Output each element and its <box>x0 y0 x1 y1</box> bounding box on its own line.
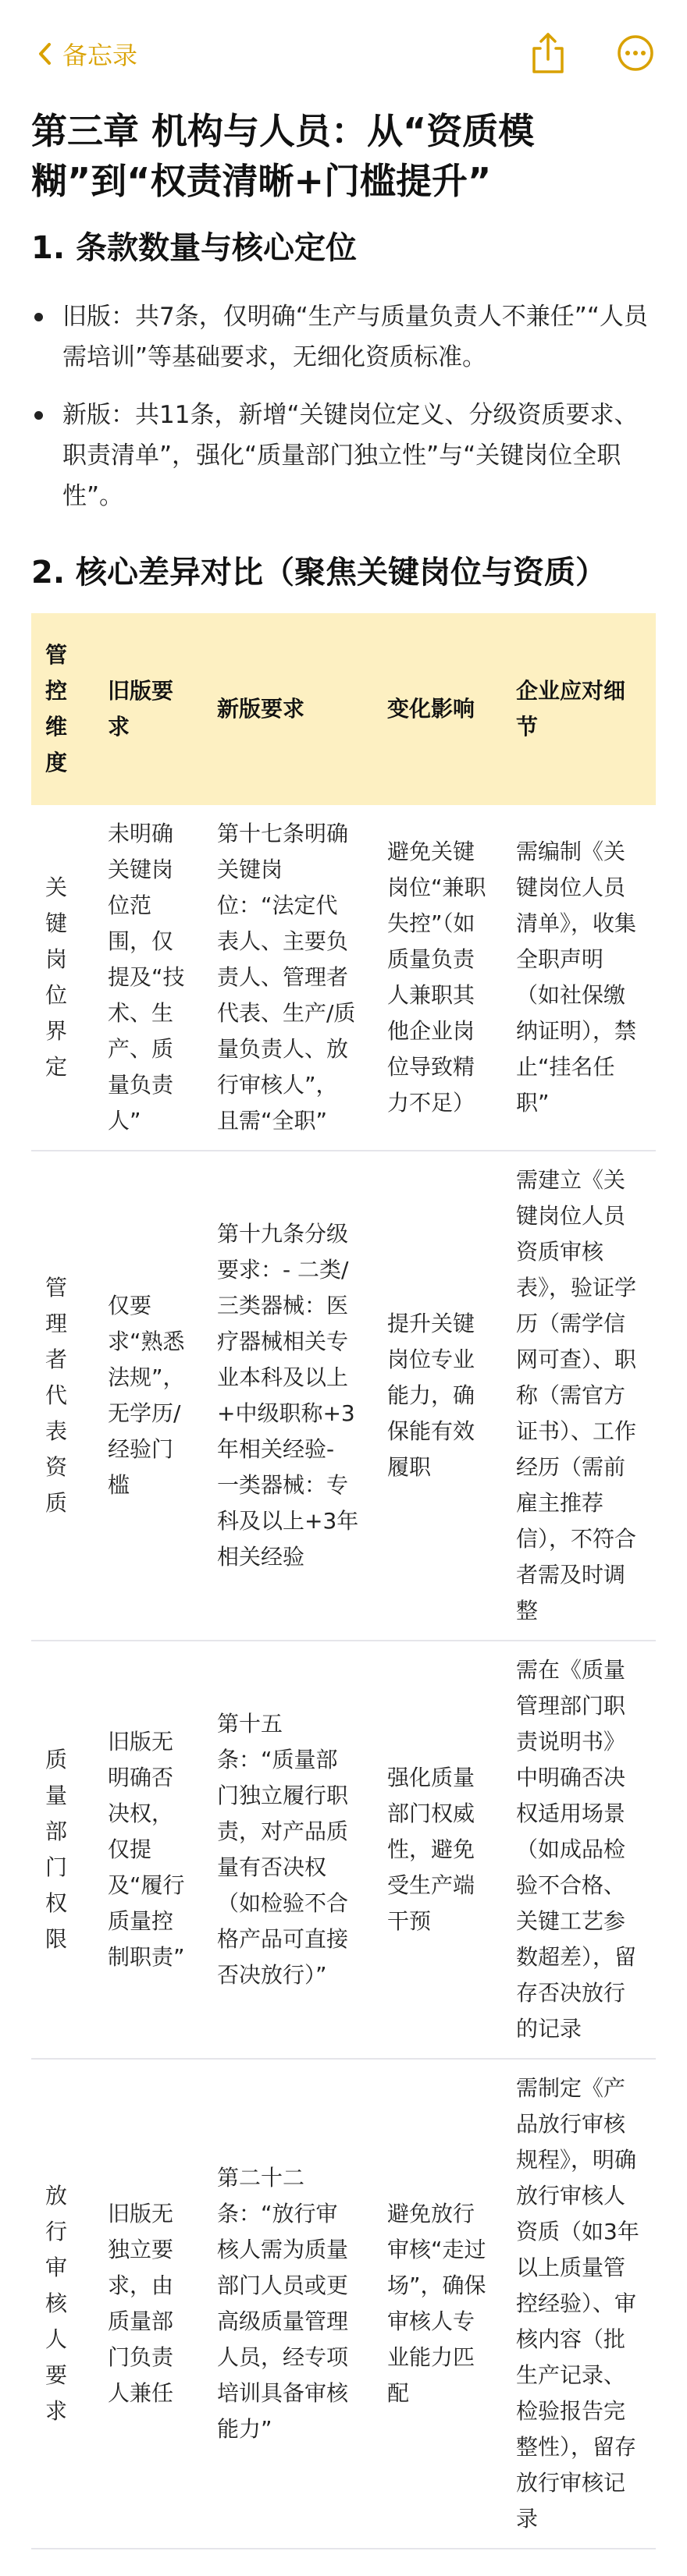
table-cell: 提升关键岗位专业能力，确保能有效履职 <box>373 1151 502 1641</box>
table-cell: 管理者代表资质 <box>31 1151 94 1641</box>
table-cell: 第二十二条：“放行审核人需为质量部门人员或更高级质量管理人员，经专项培训具备审核能力” <box>203 2059 373 2549</box>
table-cell: 避免放行审核“走过场”，确保审核人专业能力匹配 <box>373 2059 502 2549</box>
table-cell: 放行审核人要求 <box>31 2059 94 2549</box>
table-cell: 需在《质量管理部门职责说明书》中明确否决权适用场景（如成品检验不合格、关键工艺参数超差），留存否决放行的记录 <box>502 1641 656 2059</box>
share-button[interactable] <box>529 31 567 75</box>
more-button[interactable] <box>617 34 654 72</box>
table-cell: 旧版无独立要求，由质量部门负责人兼任 <box>94 2059 203 2549</box>
table-cell: 需建立《关键岗位人员资质审核表》，验证学历（需学信网可查）、职称（需官方证书）、工作经历（需前雇主推荐信），不符合者需及时调整 <box>502 1151 656 1641</box>
table-cell: 仅要求“熟悉法规”，无学历/经验门槛 <box>94 1151 203 1641</box>
header-cell: 变化影响 <box>373 613 502 805</box>
table-cell: 未明确关键岗位范围，仅提及“技术、生产、质量负责人” <box>94 805 203 1151</box>
bullet-item: 新版：共11条，新增“关键岗位定义、分级资质要求、职责清单”，强化“质量部门独立性”与“关键岗位全职性”。 <box>31 395 656 516</box>
chevron-left-icon <box>37 42 52 66</box>
header-cell: 管控维度 <box>31 613 94 805</box>
table-header-row <box>31 613 656 805</box>
back-button[interactable] <box>37 36 137 72</box>
table-row <box>31 1641 656 2059</box>
comparison-table <box>31 613 656 2549</box>
table-cell: 第十九条分级要求：- 二类/三类器械：医疗器械相关专业本科及以上+中级职称+3年相关经验- 一类器械：专科及以上+3年相关经验 <box>203 1151 373 1641</box>
share-icon <box>529 31 567 75</box>
table-cell: 关键岗位界定 <box>31 805 94 1151</box>
table-cell: 避免关键岗位“兼职失控”（如质量负责人兼职其他企业岗位导致精力不足） <box>373 805 502 1151</box>
nav-bar <box>0 0 687 109</box>
table-cell: 旧版无明确否决权，仅提及“履行质量控制职责” <box>94 1641 203 2059</box>
note-content[interactable] <box>31 101 656 2549</box>
table-cell: 第十五条：“质量部门独立履行职责，对产品质量有否决权（如检验不合格产品可直接否决放行）” <box>203 1641 373 2059</box>
table-row <box>31 1151 656 1641</box>
bullet-item: 旧版：共7条，仅明确“生产与质量负责人不兼任”“人员需培训”等基础要求，无细化资质标准。 <box>31 296 656 378</box>
table-cell: 需编制《关键岗位人员清单》，收集全职声明（如社保缴纳证明），禁止“挂名任职” <box>502 805 656 1151</box>
header-cell: 新版要求 <box>203 613 373 805</box>
more-icon <box>617 34 654 72</box>
table-cell: 第十七条明确关键岗位：“法定代表人、主要负责人、管理者代表、生产/质量负责人、放行审核人”，且需“全职” <box>203 805 373 1151</box>
section1-bullet-list <box>31 296 656 516</box>
table-row <box>31 2059 656 2549</box>
table-cell: 强化质量部门权威性，避免受生产端干预 <box>373 1641 502 2059</box>
section-heading-2: 2. 核心差异对比（聚焦关键岗位与资质） <box>31 555 607 591</box>
section-heading-1: 1. 条款数量与核心定位 <box>31 230 357 266</box>
chapter-title: 第三章 机构与人员：从“资质模糊”到“权责清晰+门槛提升” <box>31 110 535 202</box>
table-cell: 质量部门权限 <box>31 1641 94 2059</box>
table-row <box>31 805 656 1151</box>
back-label: 备忘录 <box>62 41 138 70</box>
header-cell: 旧版要求 <box>94 613 203 805</box>
table-cell: 需制定《产品放行审核规程》，明确放行审核人资质（如3年以上质量管控经验）、审核内容（批生产记录、检验报告完整性），留存放行审核记录 <box>502 2059 656 2549</box>
header-cell: 企业应对细节 <box>502 613 656 805</box>
